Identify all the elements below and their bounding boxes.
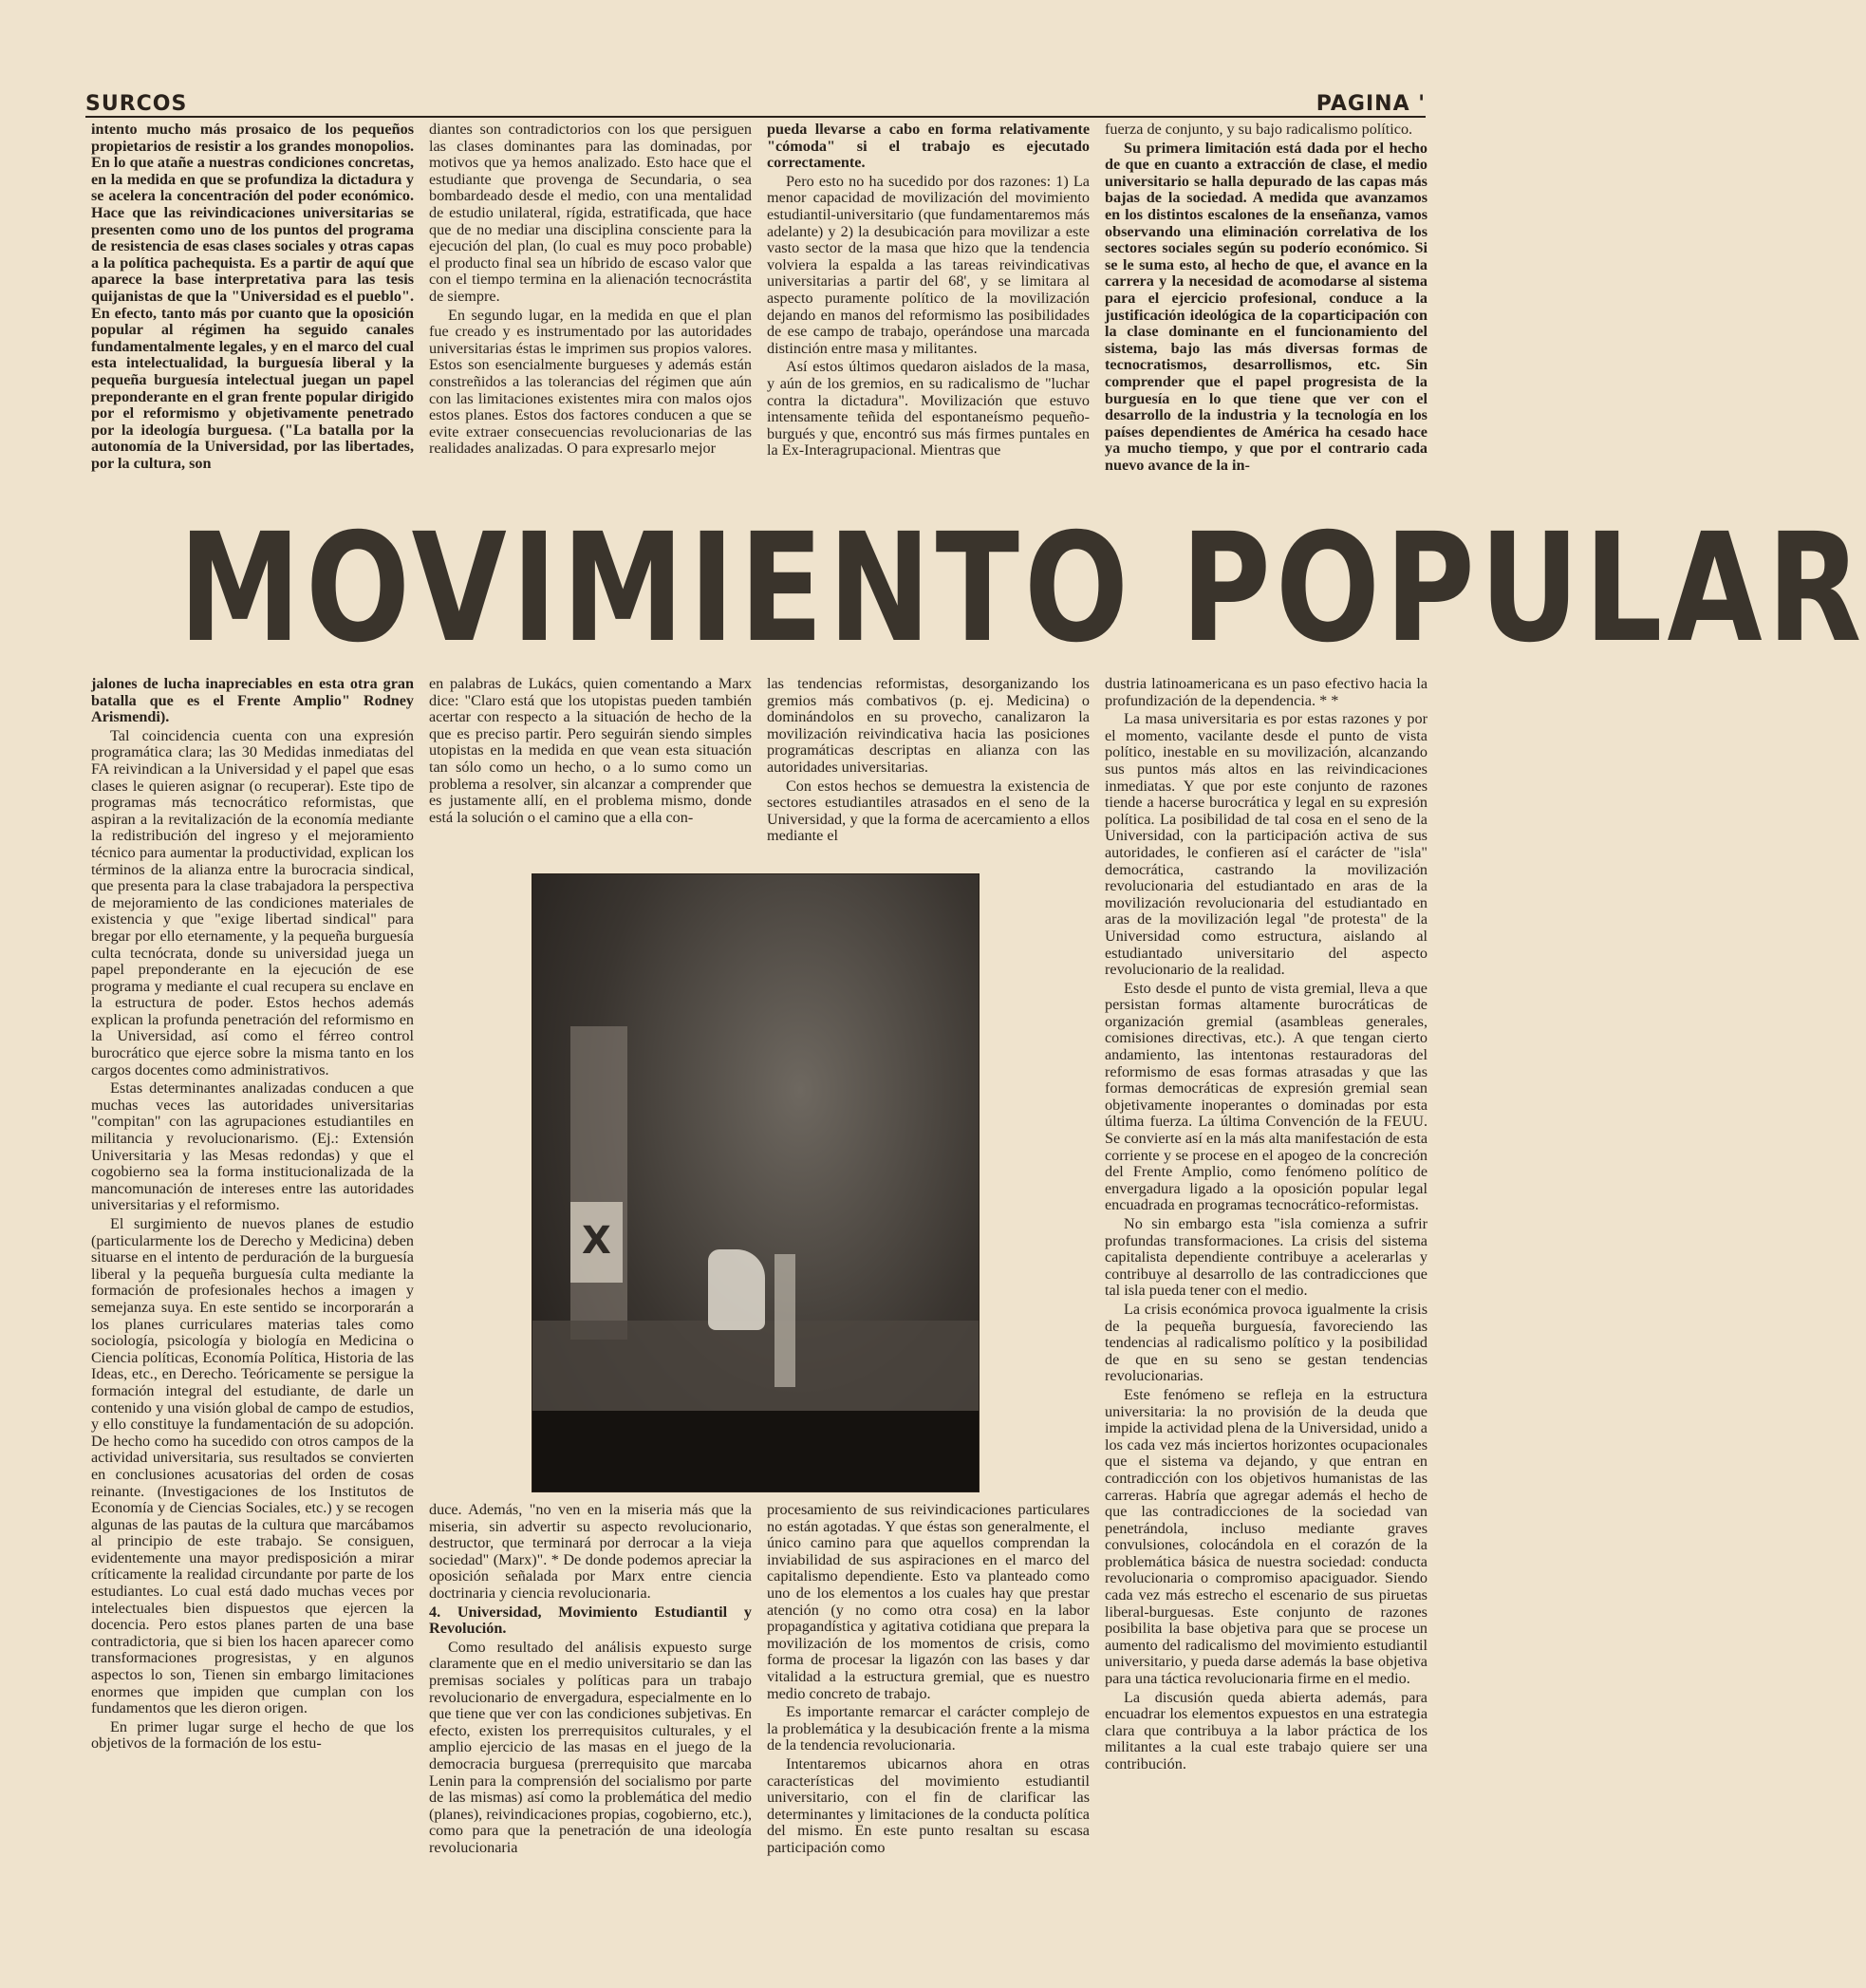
paragraph: diantes son contradictorios con los que persiguen las clases dominantes para las dominadas, por motivos que ya hemos analizado. Esto hace que el estudiante que provenga de Secundaria, o sea bombardeado desde el medio, con una mentalidad de estudio unilateral, rígida, estratificada, que hace que de no mediar una disciplina consciente para la ejecución del plan, (lo cual es muy poco probable) el producto final sea un híbrido de escaso valor que con el tiempo termina en la alienación tecnocrástita de siempre.: [429, 121, 752, 305]
section-subhead: 4. Universidad, Movimiento Estudiantil y Revolución.: [429, 1603, 752, 1638]
paragraph: duce. Además, "no ven en la miseria más que la miseria, sin advertir su aspecto revolucionario, destructor, que terminará por derrocar a la vieja sociedad" (Marx)". * De donde podemos apreciar la oposición señalada por Marx entre ciencia doctrinaria y ciencia revolucionaria.: [429, 1501, 752, 1602]
lower-column-1: [91, 676, 414, 1939]
top-column-2: [429, 122, 752, 511]
paragraph: Intentaremos ubicarnos ahora en otras características del movimiento estudiantil universitario, con el fin de clarificar las determinantes y limitaciones de la conducta política del mismo. En este punto resaltan su escasa participación como: [767, 1754, 1090, 1856]
lower-column-3-top: [767, 676, 1090, 866]
paragraph: Pero esto no ha sucedido por dos razones: 1) La menor capacidad de movilización del movimiento estudiantil-universitario (que fundamentaremos más adelante) y 2) la desubicación para movilizar a este vasto sector de la masa que hizo que la tendencia volviera la espalda a las tareas reivindicativas universitarias a partir del 68', y se limitara al aspecto puramente político de la movilización dejando en manos del reformismo las posibilidades de ese campo de trabajo, operándose una marcada distinción entre masa y militantes.: [767, 172, 1090, 357]
paragraph: Estas determinantes analizadas conducen a que muchas veces las autoridades universitarias "compitan" con las agrupaciones estudiantiles en militancia y revolucionarismo. (Ej.: Extensión Universitaria y las Mesas redondas) y que el cogobierno sea la forma institucionalizada de la mancomunación de intereses entre las autoridades universitarias y el reformismo.: [91, 1079, 414, 1214]
paragraph: En segundo lugar, en la medida en que el plan fue creado y es instrumentado por las autoridades universitarias éstas le imprimen sus propios valores. Estos son esencialmente burgueses y además están constreñidos a las tolerancias del régimen que aún con las limitaciones existentes mira con malos ojos estos planes. Estos dos factores conducen a que se evite extraer consecuencias revolucionarias de las realidades analizadas. O para expresarlo mejor: [429, 306, 752, 458]
paragraph: las tendencias reformistas, desorganizando los gremios más combativos (p. ej. Medicina) o dominándolos en su provecho, canalizaron la movilización reivindicativa hacia las posiciones programáticas descriptas en alianza con las autoridades universitarias.: [767, 675, 1090, 776]
photo-shadow: [532, 1411, 979, 1491]
paragraph: La crisis económica provoca igualmente la crisis de la pequeña burguesía, favoreciendo las tendencias al radicalismo político y la posibilidad de que en su seno se gestan tendencias revolucionarias.: [1105, 1300, 1427, 1385]
paragraph: Como resultado del análisis expuesto surge claramente que en el medio universitario se dan las premisas sociales y políticas para un trabajo revolucionario de envergadura, especialmente en lo que tiene que ver con las condiciones subjetivas. En efecto, existen los prerrequisitos culturales, y el amplio ejercicio de las masas en el juego de la democracia burguesa (prerrequisito que marcaba Lenin para la comprensión del socialismo por parte de las mismas) así como la problemática del medio (planes), reivindicaciones propias, cogobierno, etc.), como para que la penetración de una ideología revolucionaria: [429, 1638, 752, 1856]
paragraph: jalones de lucha inapreciables en esta otra gran batalla que es el Frente Amplio" Rodney Arismendi).: [91, 675, 414, 726]
paragraph: intento mucho más prosaico de los pequeños propietarios de resistir a los grandes monopolios. En lo que atañe a nuestras condiciones concretas, en la medida en que se profundiza la dictadura y se acelera la concentración del poder económico. Hace que las reivindicaciones universitarias se presenten como uno de los puntos del programa de resistencia de esas clases sociales y otras capas a la política pachequista. Es a partir de aquí que aparece la base interpretativa para las tesis quijanistas de que la "Universidad es el pueblo". En efecto, tanto más por cuanto que la oposición popular al régimen ha seguido canales fundamentalmente legales, y en el marco del cual esta intelectualidad, la burguesía liberal y la pequeña burguesía intelectual juegan un papel preponderante en el gran frente popular dirigido por el reformismo y objetivamente penetrado por la ideología burguesa. ("La batalla por la autonomía de la Universidad, por las libertades, por la cultura, son: [91, 121, 414, 472]
paragraph: En primer lugar surge el hecho de que los objetivos de la formación de los estu-: [91, 1717, 414, 1753]
paragraph: Es importante remarcar el carácter complejo de la problemática y la desubicación frente a la misma de la tendencia revolucionaria.: [767, 1703, 1090, 1754]
lower-column-4: [1105, 676, 1427, 1939]
paragraph: El surgimiento de nuevos planes de estudio (particularmente los de Derecho y Medicina) deben situarse en el intento de perduración de la burguesía liberal y la pequeña burguesía culta mediante la formación de profesionales hechos a imagen y semejanza suya. En este sentido se incorporarán a los planes curriculares materias tales como sociología, psicología y biología en Medicina o Ciencia políticas, Economía Política, Historia de las Ideas, etc., en Derecho. Teóricamente se persigue la formación integral del estudiante, de darle un contenido y una visión global de campo de estudios, y ello constituye la fundamentación de su adopción. De hecho como ha sucedido con otros campos de la actividad universitaria, sus resultados se convierten en conclusiones acusatorias del orden de cosas reinante. (Investigaciones de los Institutos de Economía y de Ciencias Sociales, etc.) y se recogen algunas de las pautas de la cultura que marcábamos al principio de este trabajo. Se consiguen, evidentemente una mayor predisposición a mirar críticamente la realidad circundante por parte de los estudiantes. Lo cual está dado muchas veces por intelectuales bien dispuestos que ejercen la docencia. Pero estos planes parten de una base contradictoria, que si bien los hacen aparecer como transformaciones progresistas, y en algunos aspectos lo son, Tienen sin embargo limitaciones enormes que impiden que cumplan con los fundamentos que les dieron origen.: [91, 1215, 414, 1717]
page-header: [85, 76, 1426, 118]
headline: MOVIMIENTO POPULAR: [178, 501, 1866, 676]
photo-street: [532, 1321, 979, 1425]
top-column-4: [1105, 122, 1427, 511]
paragraph: Esto desde el punto de vista gremial, lleva a que persistan formas altamente burocráticas de organización gremial (asambleas generales, comisiones directivas, etc.). A que tengan cierto andamiento, las intentonas restauradoras del reformismo de esas formas atrasadas y que las formas democráticas de expresión gremial sean objetivamente inoperantes o dominadas por esta última fuerza. La última Convención de la FEUU. Se convierte así en la más alta manifestación de esta corriente y se procese en el apogeo de la concreción del Frente Amplio, como fenómeno político de envergadura ligado a la oposición popular legal encuadrada en programas tecnocrático-reformistas.: [1105, 979, 1427, 1214]
lower-column-3-bottom: [767, 1502, 1090, 1939]
photo-post: [570, 1026, 627, 1340]
street-photograph: [532, 873, 980, 1492]
paragraph: Este fenómeno se refleja en la estructura universitaria: la no provisión de la deuda que impide la actividad plena de la Universidad, unido a los cada vez más inciertos horizontes ocupacionales que el sistema va dejando, y que entran en contradicción con los objetivos humanistas de las carreras. Habría que agregar además el hecho de que las contradicciones de la sociedad van penetrándola, incluso mediante graves convulsiones, colocándola en el corazón de la problemática básica de nuestra sociedad: conducta revolucionaria o compromiso apaciguador. Siendo cada vez más estrecho el escenario de sus piruetas liberal-burguesas. Este conjunto de razones posibilita la base objetiva para que se procese un aumento del radicalismo del movimiento estudiantil universitario, y pueda darse además la base objetiva para una táctica revolucionaria firme en el medio.: [1105, 1385, 1427, 1688]
photo-figure-legs: [774, 1254, 795, 1387]
paragraph: Su primera limitación está dada por el hecho de que en cuanto a extracción de clase, el medio universitario se halla depurado de las capas más bajas de la sociedad. A medida que avanzamos en los distintos escalones de la enseñanza, vamos observando una eliminación correlativa de los sectores sociales según su poderío económico. Si se le suma esto, al hecho de que, el avance en la carrera y la necesidad de acomodarse al sistema para el ejercicio profesional, conduce a la justificación ideológica de la coparticipación con la clase dominante en el funcionamiento del sistema, bajo las más diversas formas de tecnocratismos, desarrollismos, etc. Sin comprender que el papel progresista de la burguesía en lo que tiene que ver con el desarrollo de la industria y la tecnología en los países dependientes de América ha cesado hace ya mucho tiempo, y que por el contrario cada nuevo avance de la in-: [1105, 139, 1427, 474]
paragraph: procesamiento de sus reivindicaciones particulares no están agotadas. Y que éstas son generalmente, el único camino para que aquellos comprendan la inviabilidad de sus aspiraciones en el marco del capitalismo dependiente. Esto va planteado como uno de los elementos a los cuales hay que prestar atención (y no como otra cosa) en la labor propagandística y agitativa cotidiana que prepara la movilización de los momentos de crisis, como forma de procesar la ligazón con las bases y dar vitalidad a la estructura gremial, que es nuestro medio concreto de trabajo.: [767, 1501, 1090, 1702]
paragraph: La masa universitaria es por estas razones y por el momento, vacilante desde el punto de vista político, inestable en su movilización, alcanzando sus puntos más altos en las reivindicaciones inmediatas. Y que por este conjunto de razones tiende a hacerse burocrática y legal en su expresión política. La posibilidad de tal cosa en el seno de la Universidad, con la participación activa de sus autoridades, le confieren así el carácter de "isla" democrática, castrando la movilización revolucionaria del estudiantado en aras de la movilización revolucionaria del estudiantado en aras de la movilización legal "de protesta" de la Universidad como estructura, aislando al estudiantado universitario del aspecto revolucionario de la realidad.: [1105, 710, 1427, 979]
top-column-3: [767, 122, 1090, 511]
paragraph: No sin embargo esta "isla comienza a sufrir profundas transformaciones. La crisis del sistema capitalista dependiente contribuye a acelerarlas y contribuye al desarrollo de las contradicciones que tal isla pueda tener con el medio.: [1105, 1215, 1427, 1300]
paragraph: en palabras de Lukács, quien comentando a Marx dice: "Claro está que los utopistas pueden también acertar con respecto a la situación de hecho de la que es preciso partir. Pero seguirán siendo simples utopistas en la medida en que vean esta situación tan sólo como un hecho, o a lo sumo como un problema a resolver, sin alcanzar a comprender que es justamente allí, en el problema mismo, donde está la solución o el camino que a ella con-: [429, 675, 752, 826]
publication-name: SURCOS: [85, 92, 188, 116]
lower-column-2-bottom: [429, 1502, 752, 1939]
paragraph: fuerza de conjunto, y su bajo radicalismo político.: [1105, 121, 1413, 138]
photo-sign: [570, 1202, 623, 1283]
photo-figure: [708, 1249, 765, 1330]
paragraph: dustria latinoamericana es un paso efectivo hacia la profundización de la dependencia. * *: [1105, 675, 1427, 709]
paragraph: Con estos hechos se demuestra la existencia de sectores estudiantiles atrasados en el seno de la Universidad, y que la forma de acercamiento a ellos mediante el: [767, 777, 1090, 845]
top-column-1: [91, 122, 414, 511]
paragraph: pueda llevarse a cabo en forma relativamente "cómoda" si el trabajo es ejecutado correctamente.: [767, 121, 1090, 172]
paragraph: Así estos últimos quedaron aislados de la masa, y aún de los gremios, en su radicalismo de "luchar contra la dictadura". Movilización que estuvo intensamente teñida del espontaneísmo pequeño-burgués y que, encontró sus más firmes puntales en la Ex-Interagrupacional. Mientras que: [767, 358, 1090, 459]
paragraph: Tal coincidencia cuenta con una expresión programática clara; las 30 Medidas inmediatas del FA reivindican a la Universidad y el papel que esas clases le quieren asignar (o recuperar). Este tipo de programas más tecnocrático reformistas, que aspiran a la revitalización de la economía mediante la redistribución del ingreso y el mejoramiento técnico para aumentar la productividad, explican los términos de la alianza entre la burocracia sindical, que presenta para la clase trabajadora la perspectiva de mejoramiento de las condiciones materiales de existencia y que "exige libertad sindical" para bregar por ello eternamente, y la pequeña burguesía culta tecnócrata, donde su universidad juega un papel preponderante en la ejecución de ese programa y mediante el cual recupera su enclave en la estructura de poder. Estos hechos además explican la profunda penetración del reformismo en la Universidad, así como el férreo control burocrático que ejerce sobre la misma tanto en los cargos docentes como administrativos.: [91, 726, 414, 1078]
lower-column-2-top: [429, 676, 752, 866]
paragraph: La discusión queda abierta además, para encuadrar los elementos expuestos en una estrategia clara que contribuya a la labor práctica de los militantes a la cual este trabajo quiere ser una contribución.: [1105, 1688, 1427, 1772]
page-label: PAGINA ': [1316, 92, 1426, 116]
